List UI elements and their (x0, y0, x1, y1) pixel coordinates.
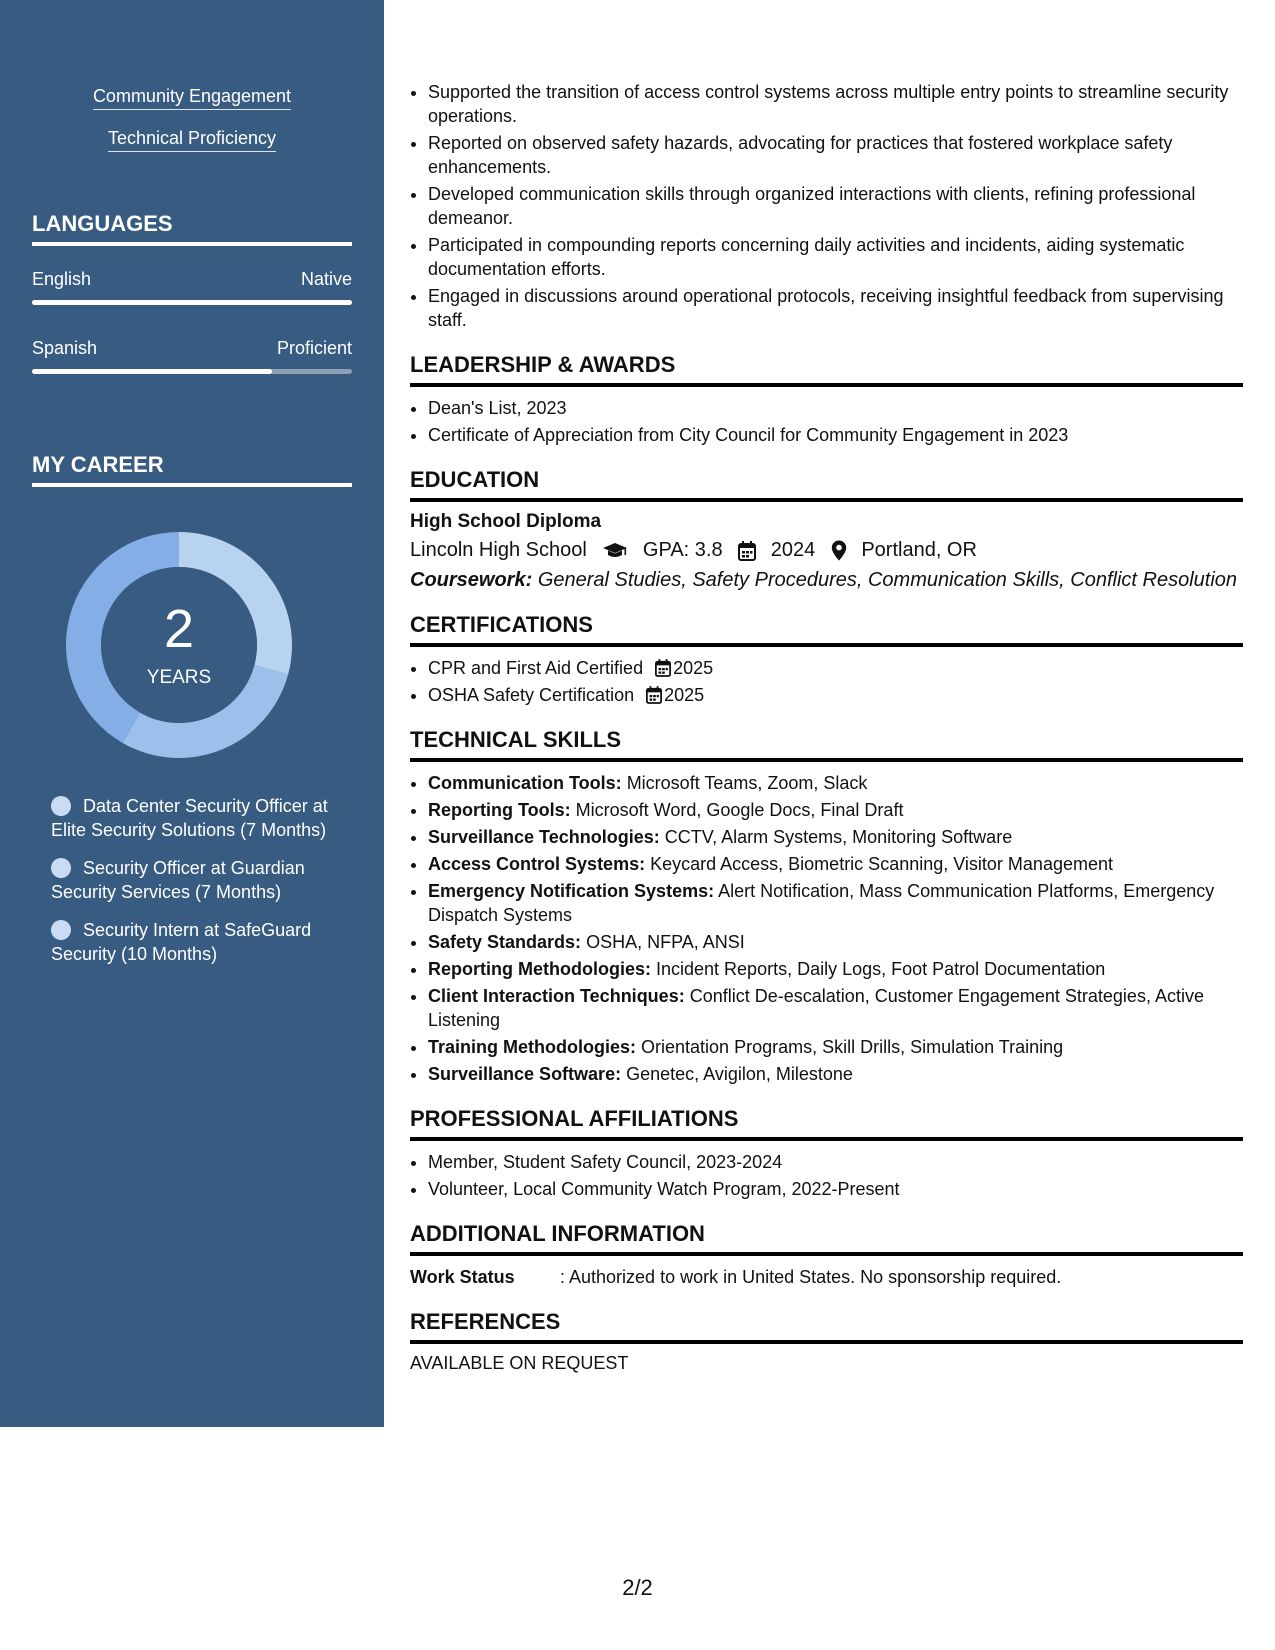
sidebar (0, 0, 384, 1427)
career-item (51, 856, 331, 904)
list-item: • Developed communication skills through organized interactions with clients, refining professional demeanor. (428, 182, 1243, 230)
languages-heading: LANGUAGES (32, 211, 352, 246)
education-heading: EDUCATION (410, 467, 1243, 502)
list-item: • Dean's List, 2023 (428, 396, 1243, 420)
work-status-row (410, 1265, 1243, 1289)
coursework-row (410, 569, 1243, 592)
list-item (428, 798, 1243, 822)
list-item: • Supported the transition of access control systems across multiple entry points to streamline security operations. (428, 80, 1243, 128)
references-heading: REFERENCES (410, 1309, 1243, 1344)
coursework-value: General Studies, Safety Procedures, Communication Skills, Conflict Resolution (537, 569, 1238, 592)
career-item-text: Security Officer at Guardian Security Services (7 Months) (51, 858, 305, 902)
work-status-label: Work Status (410, 1267, 515, 1288)
list-item (428, 1035, 1243, 1059)
language-level: Native (300, 269, 352, 289)
bullet-dot-icon (51, 796, 71, 816)
calendar-icon (655, 659, 671, 677)
list-item (428, 957, 1243, 981)
skill-value: Alert Notification, Mass Communication Platforms, Emergency Dispatch Systems (428, 881, 1215, 926)
certification-name: CPR and First Aid Certified (428, 658, 644, 679)
career-years-unit: YEARS (146, 667, 212, 688)
skill-value: Keycard Access, Biometric Scanning, Visitor Management (650, 854, 1113, 875)
language-row-english (32, 269, 352, 290)
certification-year: 2025 (673, 658, 714, 679)
list-item: • Member, Student Safety Council, 2023-2024 (428, 1150, 1243, 1174)
career-item (51, 794, 331, 842)
skill-label: Surveillance Software: (428, 1064, 622, 1085)
calendar-icon (646, 686, 662, 704)
career-item-text: Data Center Security Officer at Elite Security Solutions (7 Months) (51, 796, 328, 840)
technical-skills-list (410, 771, 1243, 1086)
skill-label: Surveillance Technologies: (428, 827, 660, 848)
school-name: Lincoln High School (410, 539, 587, 562)
work-status-value: : Authorized to work in United States. No sponsorship required. (560, 1267, 1062, 1288)
career-heading: MY CAREER (32, 452, 352, 487)
career-donut (66, 532, 292, 758)
school-row (410, 539, 1243, 562)
career-item (51, 918, 331, 966)
coursework-label: Coursework: (410, 569, 533, 592)
language-name: English (32, 269, 92, 289)
list-item (428, 879, 1243, 927)
language-bar-fill (32, 300, 352, 305)
affiliations-heading: PROFESSIONAL AFFILIATIONS (410, 1106, 1243, 1141)
list-item: • Volunteer, Local Community Watch Program, 2022-Present (428, 1177, 1243, 1201)
location-pin-icon (831, 540, 847, 561)
list-item (428, 771, 1243, 795)
language-bar-english (32, 300, 352, 305)
page-number: 2/2 (622, 1575, 653, 1600)
bullet-dot-icon (51, 920, 71, 940)
additional-info-heading: ADDITIONAL INFORMATION (410, 1221, 1243, 1256)
leadership-heading: LEADERSHIP & AWARDS (410, 352, 1243, 387)
language-name: Spanish (32, 338, 98, 358)
certifications-list (410, 656, 1243, 707)
list-item (428, 852, 1243, 876)
skill-label: Safety Standards: (428, 932, 582, 953)
list-item: • Reported on observed safety hazards, advocating for practices that fostered workplace safety enhancements. (428, 131, 1243, 179)
degree-title: High School Diploma (410, 511, 602, 532)
skill-link-technical-proficiency[interactable]: Technical Proficiency (108, 128, 276, 152)
graduation-cap-icon (602, 542, 628, 560)
calendar-icon (738, 541, 756, 561)
list-item (428, 683, 1243, 707)
list-item (428, 1062, 1243, 1086)
skill-value: Genetec, Avigilon, Milestone (626, 1064, 853, 1085)
main-content (410, 80, 1243, 1374)
skill-value: Microsoft Teams, Zoom, Slack (626, 773, 868, 794)
skill-value: OSHA, NFPA, ANSI (586, 932, 745, 953)
skill-link-community-engagement[interactable]: Community Engagement (93, 86, 291, 110)
references-text: AVAILABLE ON REQUEST (410, 1353, 629, 1374)
skill-label: Communication Tools: (428, 773, 622, 794)
list-item: • Engaged in discussions around operational protocols, receiving insightful feedback from supervising staff. (428, 284, 1243, 332)
skill-label: Reporting Tools: (428, 800, 571, 821)
language-bar-fill (32, 369, 272, 374)
certifications-heading: CERTIFICATIONS (410, 612, 1243, 647)
bullet-dot-icon (51, 858, 71, 878)
skill-value: Incident Reports, Daily Logs, Foot Patrol Documentation (656, 959, 1106, 980)
career-years-number: 2 (163, 599, 195, 659)
list-item (428, 930, 1243, 954)
gpa: GPA: 3.8 (642, 539, 723, 562)
list-item: • Participated in compounding reports concerning daily activities and incidents, aiding systematic documentation efforts. (428, 233, 1243, 281)
career-list (51, 794, 331, 980)
career-item-text: Security Intern at SafeGuard Security (10 Months) (51, 920, 312, 964)
skill-value: Conflict De-escalation, Customer Engagement Strategies, Active Listening (428, 986, 1204, 1031)
language-level: Proficient (276, 338, 352, 358)
list-item (428, 984, 1243, 1032)
list-item (428, 656, 1243, 680)
experience-bullets (410, 80, 1243, 332)
skill-links (0, 86, 384, 170)
skill-label: Training Methodologies: (428, 1037, 636, 1058)
certification-year: 2025 (664, 685, 705, 706)
skill-label: Access Control Systems: (428, 854, 646, 875)
skill-label: Client Interaction Techniques: (428, 986, 685, 1007)
list-item: • Certificate of Appreciation from City Council for Community Engagement in 2023 (428, 423, 1243, 447)
language-row-spanish (32, 338, 352, 359)
affiliations-list (410, 1150, 1243, 1201)
skill-label: Reporting Methodologies: (428, 959, 651, 980)
skill-label: Emergency Notification Systems: (428, 881, 715, 902)
school-location: Portland, OR (861, 539, 977, 562)
graduation-year: 2024 (770, 539, 816, 562)
certification-name: OSHA Safety Certification (428, 685, 635, 706)
skill-value: Orientation Programs, Skill Drills, Simulation Training (641, 1037, 1064, 1058)
leadership-list (410, 396, 1243, 447)
language-bar-spanish (32, 369, 352, 374)
list-item (428, 825, 1243, 849)
skill-value: Microsoft Word, Google Docs, Final Draft (575, 800, 904, 821)
skill-value: CCTV, Alarm Systems, Monitoring Software (664, 827, 1013, 848)
technical-skills-heading: TECHNICAL SKILLS (410, 727, 1243, 762)
